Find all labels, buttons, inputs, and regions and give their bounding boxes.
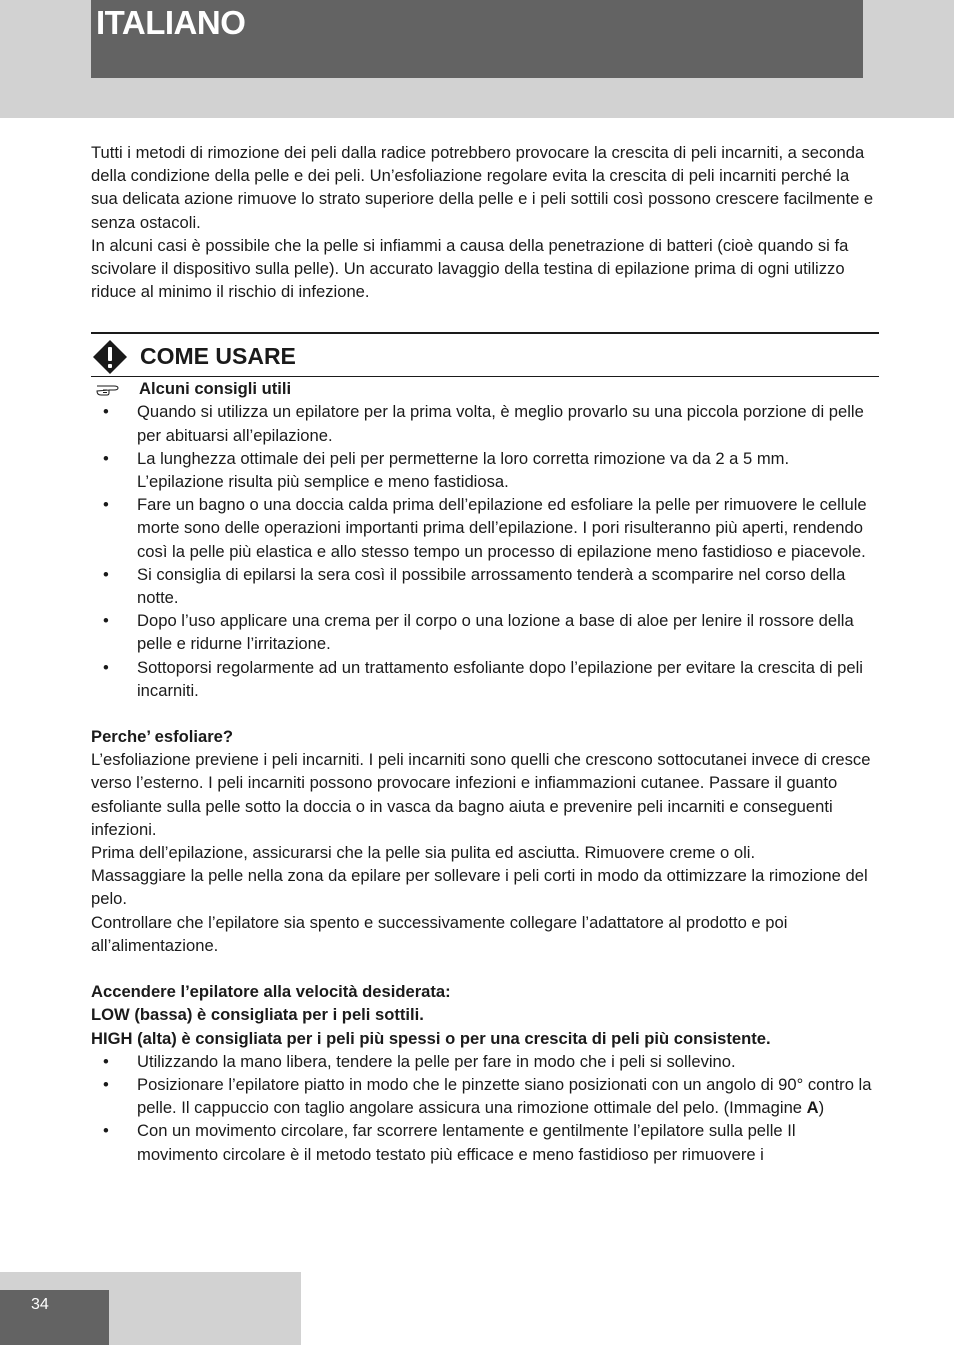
pointing-hand-icon	[95, 379, 121, 397]
steps-list	[91, 1050, 879, 1166]
step-text-end: )	[818, 1098, 825, 1118]
intro-paragraph-2: In alcuni casi è possibile che la pelle si infiammi a causa della penetrazione di batteri (cioè quando si fa scivolare il dispositivo sulla pelle). Un accurato lavaggio della testina di epilazione prima di ogni utilizzo riduce al minimo il rischio di infezione.	[91, 235, 849, 302]
step-text: Con un movimento circolare, far scorrere lentamente e gentilmente l’epilatore sulla pelle Il movimento circolare è il metodo testato più efficace e meno fastidioso per rimuovere i	[137, 1121, 796, 1164]
exfoliate-heading: Perche’ esfoliare?	[91, 727, 234, 747]
speed-line-1: Accendere l’epilatore alla velocità desiderata:	[91, 982, 451, 1002]
tips-heading	[91, 377, 879, 400]
tips-list	[91, 400, 879, 702]
section-title: COME USARE	[140, 343, 296, 370]
massage-paragraph: Massaggiare la pelle nella zona da epilare per sollevare i peli corti in modo da ottimizzare la rimozione del pelo.	[91, 866, 868, 909]
list-item	[91, 1073, 879, 1119]
list-item	[91, 1050, 879, 1073]
page-title: ITALIANO	[96, 4, 246, 41]
tips-title: Alcuni consigli utili	[139, 379, 292, 399]
speed-line-2: LOW (bassa) è consigliata per i peli sottili.	[91, 1005, 424, 1025]
section-header	[91, 332, 879, 377]
image-reference: A	[806, 1098, 819, 1118]
step-text: Posizionare l’epilatore piatto in modo che le pinzette siano posizionati con un angolo di 90° contro la pelle. Il cappuccio con taglio angolare assicura una rimozione ottimale del pelo. (Immagine	[137, 1074, 872, 1118]
list-item: • Sottoporsi regolarmente ad un trattamento esfoliante dopo l’epilazione per evitare la crescita di peli incarniti.	[91, 656, 879, 702]
list-item	[91, 1119, 879, 1165]
speed-line-3: HIGH (alta) è consigliata per i peli più spessi o per una crescita di peli più consistente.	[91, 1028, 771, 1048]
step-text: Utilizzando la mano libera, tendere la pelle per fare in modo che i peli si sollevino.	[137, 1051, 736, 1071]
warning-icon	[92, 339, 128, 375]
list-item: • La lunghezza ottimale dei peli per permetterne la loro corretta rimozione va da 2 a 5 mm. L’epilazione risulta più semplice e meno fastidiosa.	[91, 447, 879, 493]
connect-paragraph: Controllare che l’epilatore sia spento e successivamente collegare l’adattatore al prodotto e poi all’alimentazione.	[91, 912, 788, 955]
list-item: • Dopo l’uso applicare una crema per il corpo o una lozione a base di aloe per lenire il rossore della pelle e ridurne l’irritazione.	[91, 609, 879, 655]
exfoliate-paragraph: L’esfoliazione previene i peli incarniti. I peli incarniti sono quelli che crescono sottocutanei invece di cresce verso l’esterno. I peli incarniti possono provocare infezioni e infiammazioni cutanee. Passare il guanto esfoliante sulla pelle sotto la doccia o in vasca da bagno aiuta e prevenire peli incarniti e conseguenti infezioni.	[91, 750, 871, 839]
list-item: • Quando si utilizza un epilatore per la prima volta, è meglio provarlo su una piccola porzione di pelle per abituarsi all’epilazione.	[91, 400, 879, 446]
list-item: • Fare un bagno o una doccia calda prima dell’epilazione ed esfoliare la pelle per rimuovere le cellule morte sono delle operazioni importanti prima dell’epilazione. I pori risulteranno più aperti, rendendo così la pelle più elastica e allo stesso tempo un processo di epilazione meno fastidioso e piacevole.	[91, 493, 879, 563]
intro-paragraph-1: Tutti i metodi di rimozione dei peli dalla radice potrebbero provocare la crescita di peli incarniti, a seconda della condizione della pelle e dei peli. Un’esfoliazione regolare evita la crescita di peli incarniti perché la sua delicata azione rimuove lo strato superiore della pelle e i peli sottili così possono crescere facilmente e senza ostacoli.	[91, 143, 874, 232]
prep-paragraph: Prima dell’epilazione, assicurarsi che la pelle sia pulita ed asciutta. Rimuovere creme o oli.	[91, 843, 756, 863]
page-number-box	[0, 1290, 109, 1345]
title-bar	[91, 0, 863, 78]
page-number: 34	[31, 1296, 49, 1313]
list-item: • Si consiglia di epilarsi la sera così il possibile arrossamento tenderà a scomparire nel corso della notte.	[91, 563, 879, 609]
page-content	[91, 141, 879, 1166]
